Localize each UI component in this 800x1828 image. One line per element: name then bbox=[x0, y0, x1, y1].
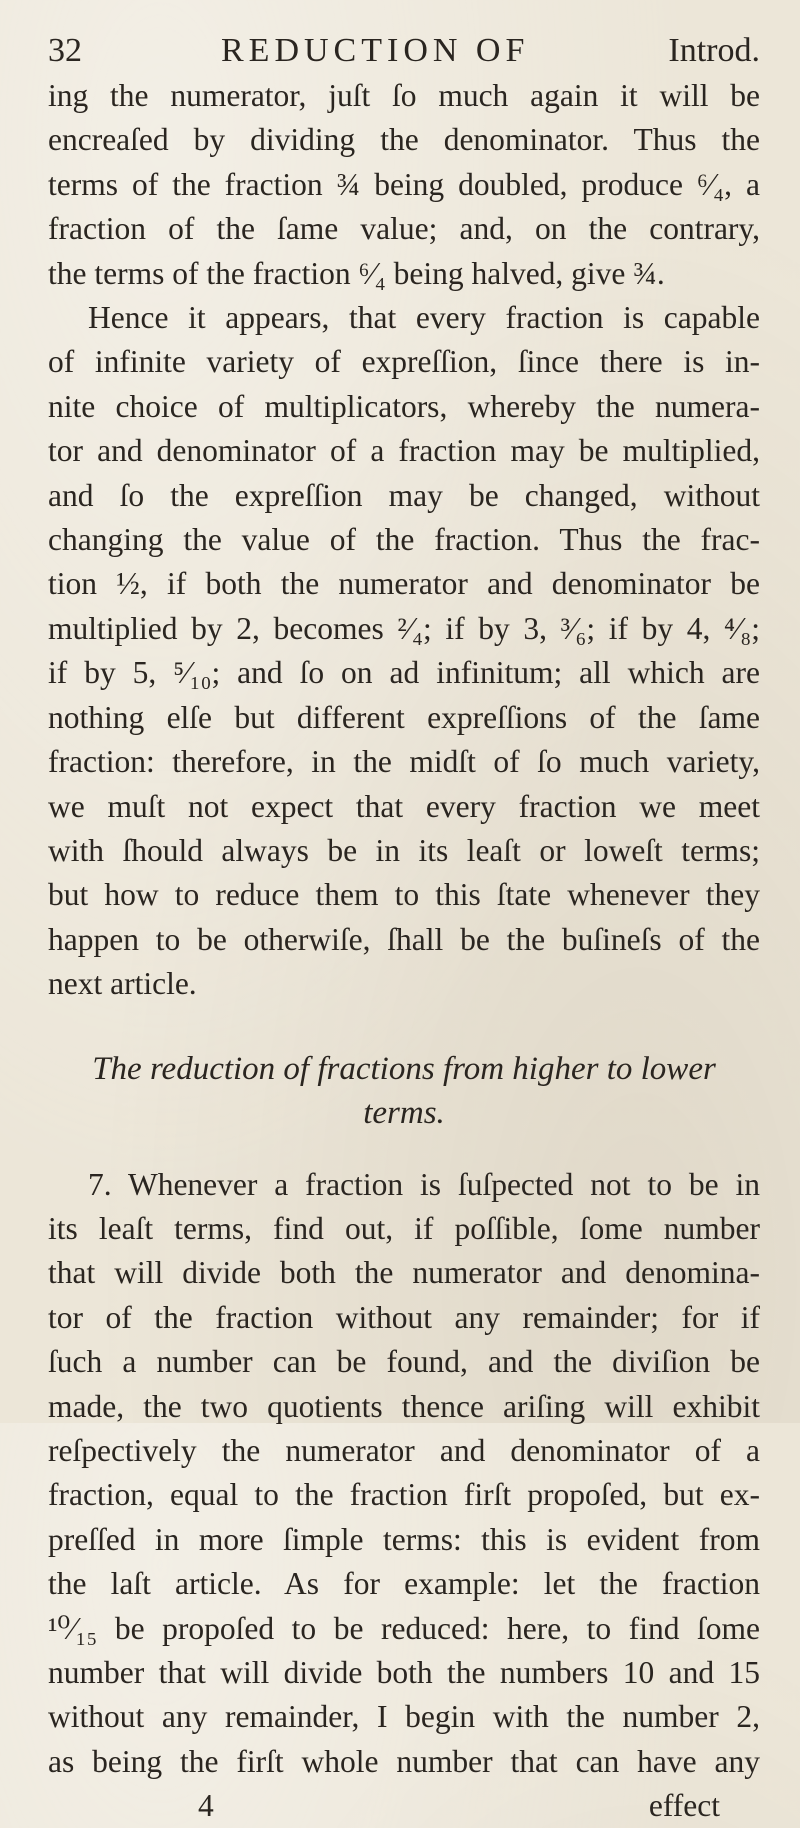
text-line: the laſt article. As for example: let the fraction bbox=[48, 1566, 760, 1602]
heading-line: terms. bbox=[363, 1094, 445, 1131]
text-line: ¹⁰⁄₁₅ be propoſed to be reduced: here, to find ſome bbox=[48, 1610, 760, 1646]
section-label: Introd. bbox=[668, 32, 760, 69]
heading-line: The reduction of fractions from higher to lower bbox=[92, 1050, 716, 1087]
text-line: ing the numerator, juſt ſo much again it will be bbox=[48, 78, 760, 113]
text-line: we muſt not expect that every fraction we meet bbox=[48, 788, 760, 824]
text-line: multiplied by 2, becomes ²⁄₄; if by 3, ³⁄₆; if by 4, ⁴⁄₈; bbox=[48, 610, 760, 646]
text-line: preſſed in more ſimple terms: this is evident from bbox=[48, 1521, 760, 1557]
text-line: made, the two quotients thence ariſing will exhibit bbox=[48, 1388, 760, 1424]
spacer bbox=[48, 1135, 760, 1163]
page-number: 32 bbox=[48, 32, 82, 69]
text-line: happen to be otherwiſe, ſhall be the buſineſs of the bbox=[48, 921, 760, 957]
text-line: of infinite variety of expreſſion, ſince there is in- bbox=[48, 344, 760, 380]
spacer bbox=[48, 1007, 760, 1047]
text-line: its leaſt terms, find out, if poſſible, ſome number bbox=[48, 1210, 760, 1246]
running-head-title: REDUCTION OF bbox=[221, 32, 530, 69]
text-line: tor and denominator of a fraction may be multiplied, bbox=[48, 433, 760, 469]
paragraph-1 bbox=[48, 74, 760, 296]
text-line: nothing elſe but different expreſſions of the ſame bbox=[48, 699, 760, 735]
text-line: fraction, equal to the fraction firſt propoſed, but ex- bbox=[48, 1477, 760, 1513]
text-line: as being the firſt whole number that can have any bbox=[48, 1743, 760, 1779]
paragraph-2 bbox=[48, 296, 760, 1007]
text-line: number that will divide both the numbers 10 and 15 bbox=[48, 1655, 760, 1690]
text-line: and ſo the expreſſion may be changed, without bbox=[48, 477, 760, 513]
text-line: terms of the fraction ¾ being doubled, produce ⁶⁄₄, a bbox=[48, 166, 760, 202]
text-line: the terms of the fraction ⁶⁄₄ being halved, give ¾. bbox=[48, 255, 665, 291]
text-line: fraction: therefore, in the midſt of ſo much variety, bbox=[48, 744, 760, 780]
text-line: that will divide both the numerator and denomina- bbox=[48, 1255, 760, 1291]
text-line: tion ½, if both the numerator and denominator be bbox=[48, 566, 760, 602]
text-line: changing the value of the fraction. Thus the frac- bbox=[48, 522, 760, 558]
text-line: fraction of the ſame value; and, on the contrary, bbox=[48, 211, 760, 247]
text-line: with ſhould always be in its leaſt or loweſt terms; bbox=[48, 832, 760, 868]
text-line: 7. Whenever a fraction is ſuſpected not to be in bbox=[88, 1166, 760, 1202]
text-line: if by 5, ⁵⁄₁₀; and ſo on ad infinitum; all which are bbox=[48, 655, 760, 691]
paragraph-3 bbox=[48, 1163, 760, 1785]
text-line: Hence it appears, that every fraction is capable bbox=[88, 300, 760, 336]
section-heading bbox=[48, 1047, 760, 1135]
running-header bbox=[48, 28, 760, 74]
text-line: ſuch a number can be found, and the diviſion be bbox=[48, 1344, 760, 1380]
text-line: nite choice of multiplicators, whereby the numera- bbox=[48, 388, 760, 424]
signature-mark: 4 bbox=[198, 1788, 214, 1824]
text-line: next article. bbox=[48, 966, 197, 1002]
book-page bbox=[48, 28, 760, 1828]
catchword: effect bbox=[648, 1788, 720, 1824]
text-line: encreaſed by dividing the denominator. Thus the bbox=[48, 122, 760, 158]
text-line: without any remainder, I begin with the number 2, bbox=[48, 1699, 760, 1735]
text-line: reſpectively the numerator and denominator of a bbox=[48, 1432, 760, 1468]
page-footer bbox=[48, 1784, 760, 1828]
text-line: but how to reduce them to this ſtate whenever they bbox=[48, 877, 760, 913]
text-line: tor of the fraction without any remainder; for if bbox=[48, 1299, 760, 1335]
